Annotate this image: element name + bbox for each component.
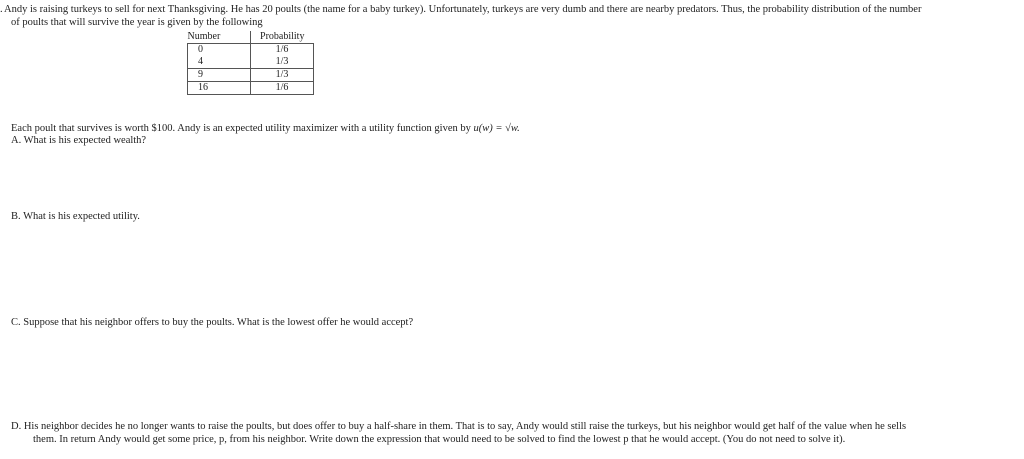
cell-number: 9: [188, 69, 251, 82]
list-bullet: .: [0, 4, 3, 15]
cell-number: 16: [188, 82, 251, 95]
cell-probability: 1/6: [251, 82, 314, 95]
cell-probability: 1/3: [251, 69, 314, 82]
table-row: [188, 69, 314, 82]
question-d-line-1: D. His neighbor decides he no longer wants to raise the poults, but does offer to buy a half-share in them. That is to say, Andy would still raise the turkeys, but his neighbor would get half of the value when he sells: [11, 421, 907, 432]
table-row: [188, 56, 314, 69]
cell-probability: 1/3: [251, 56, 314, 69]
intro-line-2: of poults that will survive the year is given by the following: [11, 17, 263, 28]
probability-table: [187, 31, 314, 95]
question-c: C. Suppose that his neighbor offers to buy the poults. What is the lowest offer he would accept?: [11, 317, 414, 328]
utility-formula: u(w) = √w.: [473, 123, 520, 134]
question-a: A. What is his expected wealth?: [11, 135, 147, 146]
statement-text: Each poult that survives is worth $100. Andy is an expected utility maximizer with a utility function given by: [11, 123, 471, 134]
question-b: B. What is his expected utility.: [11, 211, 140, 222]
cell-number: 4: [188, 56, 251, 69]
intro-line-1: Andy is raising turkeys to sell for next Thanksgiving. He has 20 poults (the name for a baby turkey). Unfortunately, turkeys are very dumb and there are nearby predators. Thus, the probability distribution of the number: [4, 4, 922, 15]
table-row: [188, 82, 314, 95]
cell-number: 0: [188, 44, 251, 57]
header-probability: Probability: [251, 31, 314, 44]
table-row: [188, 44, 314, 57]
table-header-row: [188, 31, 314, 44]
header-number: Number: [188, 31, 251, 44]
question-d-line-2: them. In return Andy would get some price, p, from his neighbor. Write down the expression that would need to be solved to find the lowest p that he would accept. (You do not need to solve it).: [33, 434, 846, 445]
cell-probability: 1/6: [251, 44, 314, 57]
